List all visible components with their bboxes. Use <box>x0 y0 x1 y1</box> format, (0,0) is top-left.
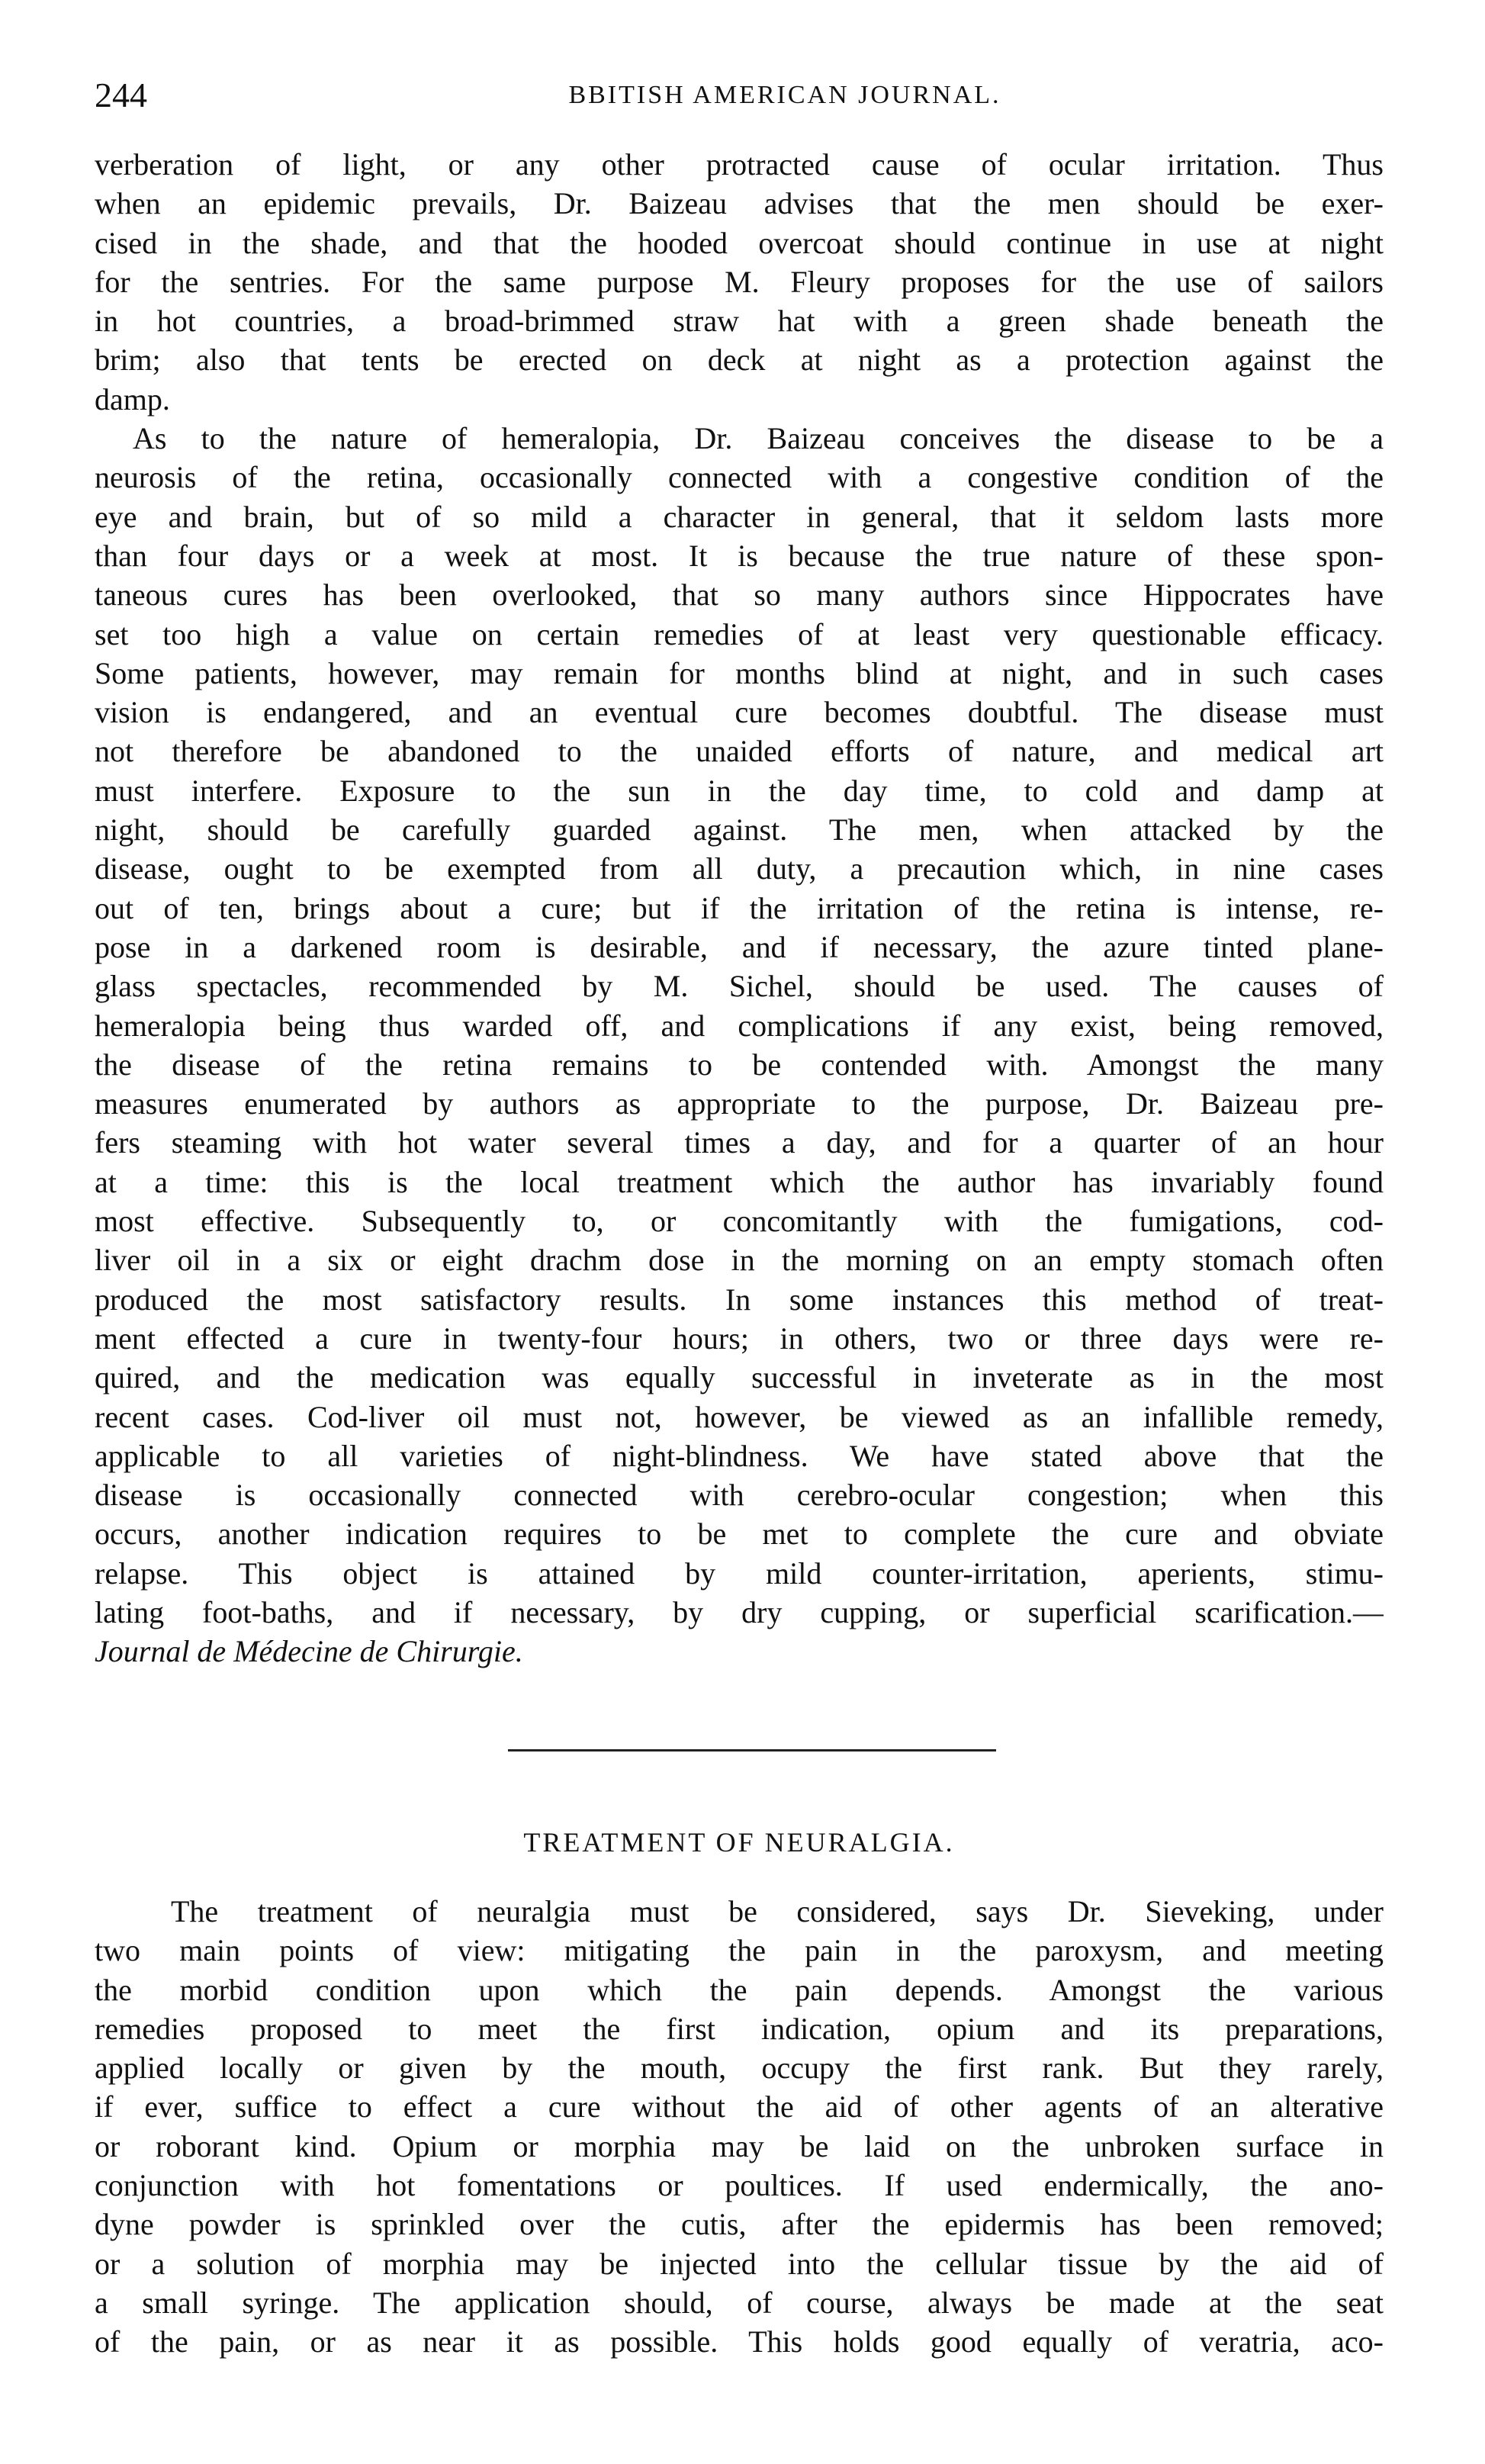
text-line: pose in a darkened room is desirable, and if necessary, the azure tinted plane- <box>95 929 1384 964</box>
text-line: not therefore be abandoned to the unaided efforts of nature, and medical art <box>95 734 1384 769</box>
text-line: for the sentries. For the same purpose M. Fleury proposes for the use of sailors <box>95 264 1384 299</box>
text-line: of the pain, or as near it as possible. This holds good equally of veratria, aco- <box>95 2324 1384 2359</box>
text-line: fers steaming with hot water several times a day, and for a quarter of an hour <box>95 1125 1384 1160</box>
text-line: or roborant kind. Opium or morphia may be laid on the unbroken surface in <box>95 2128 1384 2163</box>
text-line: most effective. Subsequently to, or concomitantly with the fumigations, cod- <box>95 1204 1384 1239</box>
citation: Journal de Médecine de Chirurgie. <box>95 1634 523 1669</box>
text-line: applied locally or given by the mouth, occupy the first rank. But they rarely, <box>95 2051 1384 2086</box>
text-line: a small syringe. The application should, of course, always be made at the seat <box>95 2285 1384 2320</box>
text-line: night, should be carefully guarded against. The men, when attacked by the <box>95 812 1384 848</box>
text-line: remedies proposed to meet the first indication, opium and its preparations, <box>95 2011 1384 2046</box>
text-line: brim; also that tents be erected on deck at night as a protection against the <box>95 343 1384 378</box>
text-line: set too high a value on certain remedies of at least very questionable efficacy. <box>95 616 1384 651</box>
text-line: two main points of view: mitigating the pain in the paroxysm, and meeting <box>95 1933 1384 1968</box>
text-line: damp. <box>95 381 170 417</box>
text-line: than four days or a week at most. It is because the true nature of these spon- <box>95 538 1384 573</box>
text-line: ment effected a cure in twenty-four hours; in others, two or three days were re- <box>95 1320 1384 1356</box>
text-line: glass spectacles, recommended by M. Sichel, should be used. The causes of <box>95 969 1384 1004</box>
text-line: at a time: this is the local treatment which the author has invariably found <box>95 1164 1384 1199</box>
text-line: applicable to all varieties of night-blindness. We have stated above that the <box>95 1438 1384 1473</box>
text-line: must interfere. Exposure to the sun in the day time, to cold and damp at <box>95 773 1384 808</box>
text-line: conjunction with hot fomentations or poultices. If used endermically, the ano- <box>95 2168 1384 2203</box>
text-line: hemeralopia being thus warded off, and complications if any exist, being removed, <box>95 1008 1384 1043</box>
article-hemeralopia-text <box>95 145 1384 1671</box>
text-line: the morbid condition upon which the pain depends. Amongst the various <box>95 1972 1384 2007</box>
text-line: cised in the shade, and that the hooded overcoat should continue in use at night <box>95 225 1384 260</box>
text-line: measures enumerated by authors as appropriate to the purpose, Dr. Baizeau pre- <box>95 1086 1384 1121</box>
text-line: dyne powder is sprinkled over the cutis, after the epidermis has been removed; <box>95 2207 1384 2242</box>
text-line: when an epidemic prevails, Dr. Baizeau advises that the men should be exer- <box>95 186 1384 221</box>
article-neuralgia-text <box>95 1892 1384 2362</box>
text-line: in hot countries, a broad-brimmed straw hat with a green shade beneath the <box>95 304 1384 339</box>
text-line: neurosis of the retina, occasionally connected with a congestive condition of the <box>95 460 1384 495</box>
text-line: lating foot-baths, and if necessary, by dry cupping, or superficial scarification.— <box>95 1594 1384 1629</box>
text-line: produced the most satisfactory results. In some instances this method of treat- <box>95 1282 1384 1317</box>
section-divider <box>508 1749 996 1751</box>
text-line: occurs, another indication requires to be met to complete the cure and obviate <box>95 1517 1384 1552</box>
text-line: eye and brain, but of so mild a character in general, that it seldom lasts more <box>95 499 1384 534</box>
text-line: Some patients, however, may remain for months blind at night, and in such cases <box>95 655 1384 690</box>
text-line: disease is occasionally connected with cerebro-ocular congestion; when this <box>95 1478 1384 1513</box>
text-line: disease, ought to be exempted from all duty, a precaution which, in nine cases <box>95 851 1384 886</box>
text-line: verberation of light, or any other protracted cause of ocular irritation. Thus <box>95 147 1384 182</box>
text-line: the disease of the retina remains to be contended with. Amongst the many <box>95 1047 1384 1082</box>
text-line: quired, and the medication was equally successful in inveterate as in the most <box>95 1360 1384 1395</box>
running-head <box>95 69 1384 122</box>
section-heading: TREATMENT OF NEURALGIA. <box>523 1827 955 1858</box>
text-line: taneous cures has been overlooked, that so many authors since Hippocrates have <box>95 577 1384 613</box>
text-line: relapse. This object is attained by mild counter-irritation, aperients, stimu- <box>95 1555 1384 1591</box>
page-number: 244 <box>95 76 147 114</box>
text-line: As to the nature of hemeralopia, Dr. Baizeau conceives the disease to be a <box>133 421 1384 456</box>
text-line: The treatment of neuralgia must be considered, says Dr. Sieveking, under <box>171 1894 1384 1928</box>
text-line: or a solution of morphia may be injected into the cellular tissue by the aid of <box>95 2246 1384 2281</box>
text-line: liver oil in a six or eight drachm dose in the morning on an empty stomach often <box>95 1243 1384 1278</box>
text-line: recent cases. Cod-liver oil must not, however, be viewed as an infallible remedy, <box>95 1399 1384 1434</box>
text-line: vision is endangered, and an eventual cure becomes doubtful. The disease must <box>95 695 1384 730</box>
text-line: if ever, suffice to effect a cure without the aid of other agents of an alterative <box>95 2089 1384 2125</box>
journal-title: BBITISH AMERICAN JOURNAL. <box>568 81 1001 109</box>
text-line: out of ten, brings about a cure; but if the irritation of the retina is intense, re- <box>95 890 1384 925</box>
